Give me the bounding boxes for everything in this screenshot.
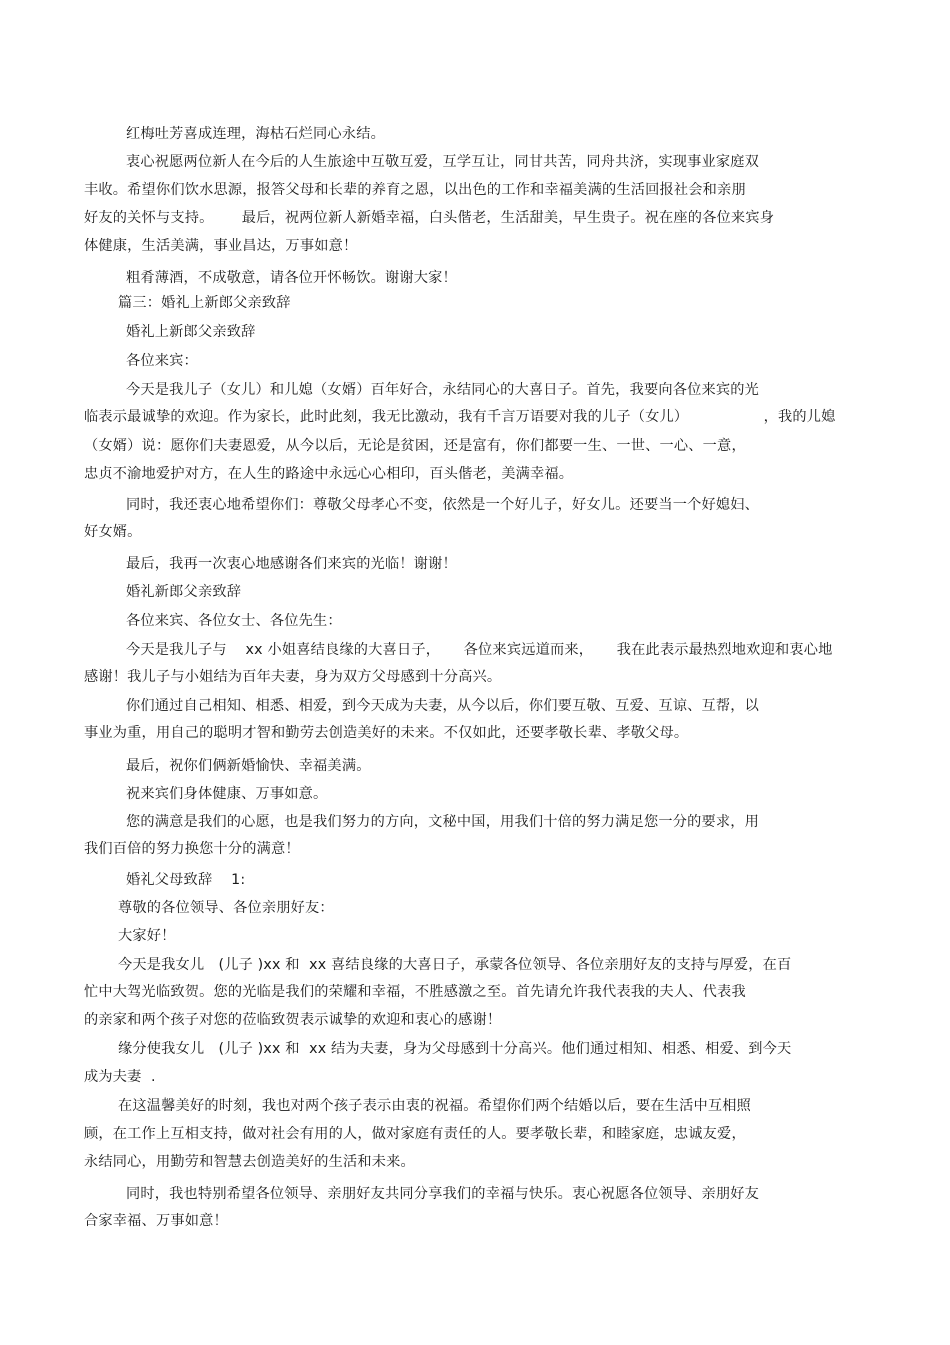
- section-heading: 篇三：婚礼上新郎父亲致辞: [118, 295, 291, 311]
- text-line: 最后，祝你们俩新婚愉快、幸福美满。: [126, 758, 371, 774]
- text-line: 大家好！: [118, 928, 176, 944]
- text-line: 体健康，生活美满，事业昌达，万事如意！: [84, 238, 358, 254]
- text-line: 衷心祝愿两位新人在今后的人生旅途中互敬互爱，互学互让，同甘共苦，同舟共济，实现事业家庭双: [126, 154, 760, 170]
- text-line: 粗肴薄酒，不成敬意，请各位开怀畅饮。谢谢大家！: [126, 270, 457, 286]
- text-line: 好女婿。: [84, 524, 142, 540]
- text-line: 缘分使我女儿 (儿子 )xx 和 xx 结为夫妻，身为父母感到十分高兴。他们通过相知、相悉、相爱、到今天: [118, 1041, 792, 1057]
- text-line: 今天是我女儿 (儿子 )xx 和 xx 喜结良缘的大喜日子，承蒙各位领导、各位亲朋好友的支持与厚爱，在百: [118, 957, 792, 973]
- text-line: （女婿）说：愿你们夫妻恩爱，从今以后，无论是贫困，还是富有，你们都要一生、一世、一心、一意，: [84, 438, 746, 454]
- text-line: 今天是我儿子（女儿）和儿媳（女婿）百年好合，永结同心的大喜日子。首先，我要向各位来宾的光: [126, 382, 760, 398]
- text-line: 你们通过自己相知、相悉、相爱，到今天成为夫妻，从今以后，你们要互敬、互爱、互谅、互帮，以: [126, 698, 760, 714]
- text-line: 忠贞不渝地爱护对方，在人生的路途中永远心心相印，百头偕老，美满幸福。: [84, 466, 574, 482]
- text-line: 婚礼新郎父亲致辞: [126, 584, 242, 600]
- text-line: 感谢！我儿子与小姐结为百年夫妻，身为双方父母感到十分高兴。: [84, 669, 502, 685]
- text-line: 合家幸福、万事如意！: [84, 1213, 228, 1229]
- text-line: 在这温馨美好的时刻，我也对两个孩子表示由衷的祝福。希望你们两个结婚以后，要在生活中互相照: [118, 1098, 752, 1114]
- text-line: 红梅吐芳喜成连理，海枯石烂同心永结。: [126, 126, 385, 142]
- section-heading: 婚礼父母致辞 1:: [126, 872, 246, 888]
- text-line: 成为夫妻 .: [84, 1069, 156, 1085]
- text-line: 好友的关怀与支持。 最后，祝两位新人新婚幸福，白头偕老，生活甜美，早生贵子。祝在座的各位来宾身: [84, 210, 775, 226]
- text-line: 尊敬的各位领导、各位亲朋好友：: [118, 900, 334, 916]
- text-line: 各位来宾、各位女士、各位先生：: [126, 613, 342, 629]
- text-line: 您的满意是我们的心愿，也是我们努力的方向，文秘中国，用我们十倍的努力满足您一分的要求，用: [126, 814, 760, 830]
- text-line: 今天是我儿子与 xx 小姐喜结良缘的大喜日子， 各位来宾远道而来， 我在此表示最热烈地欢迎和衷心地: [126, 642, 833, 658]
- text-line: 婚礼上新郎父亲致辞: [126, 324, 256, 340]
- text-line: 同时，我还衷心地希望你们：尊敬父母孝心不变，依然是一个好儿子，好女儿。还要当一个好媳妇、: [126, 497, 760, 513]
- text-line: 临表示最诚挚的欢迎。作为家长，此时此刻，我无比激动，我有千言万语要对我的儿子（女儿） ，我的儿媳: [84, 409, 836, 425]
- text-line: 事业为重，用自己的聪明才智和勤劳去创造美好的未来。不仅如此，还要孝敬长辈、孝敬父母。: [84, 725, 689, 741]
- text-line: 各位来宾：: [126, 353, 198, 369]
- text-line: 最后，我再一次衷心地感谢各们来宾的光临！谢谢！: [126, 556, 457, 572]
- text-line: 同时，我也特别希望各位领导、亲朋好友共同分享我们的幸福与快乐。衷心祝愿各位领导、亲朋好友: [126, 1186, 760, 1202]
- text-line: 我们百倍的努力换您十分的满意！: [84, 841, 300, 857]
- text-line: 顾，在工作上互相支持，做对社会有用的人，做对家庭有责任的人。要孝敬长辈，和睦家庭，忠诚友爱，: [84, 1126, 746, 1142]
- text-line: 祝来宾们身体健康、万事如意。: [126, 786, 328, 802]
- text-line: 丰收。希望你们饮水思源，报答父母和长辈的养育之恩，以出色的工作和幸福美满的生活回报社会和亲朋: [84, 182, 746, 198]
- text-line: 忙中大驾光临致贺。您的光临是我们的荣耀和幸福，不胜感激之至。首先请允许我代表我的夫人、代表我: [84, 984, 746, 1000]
- text-line: 永结同心，用勤劳和智慧去创造美好的生活和未来。: [84, 1154, 415, 1170]
- text-line: 的亲家和两个孩子对您的莅临致贺表示诚挚的欢迎和衷心的感谢！: [84, 1012, 502, 1028]
